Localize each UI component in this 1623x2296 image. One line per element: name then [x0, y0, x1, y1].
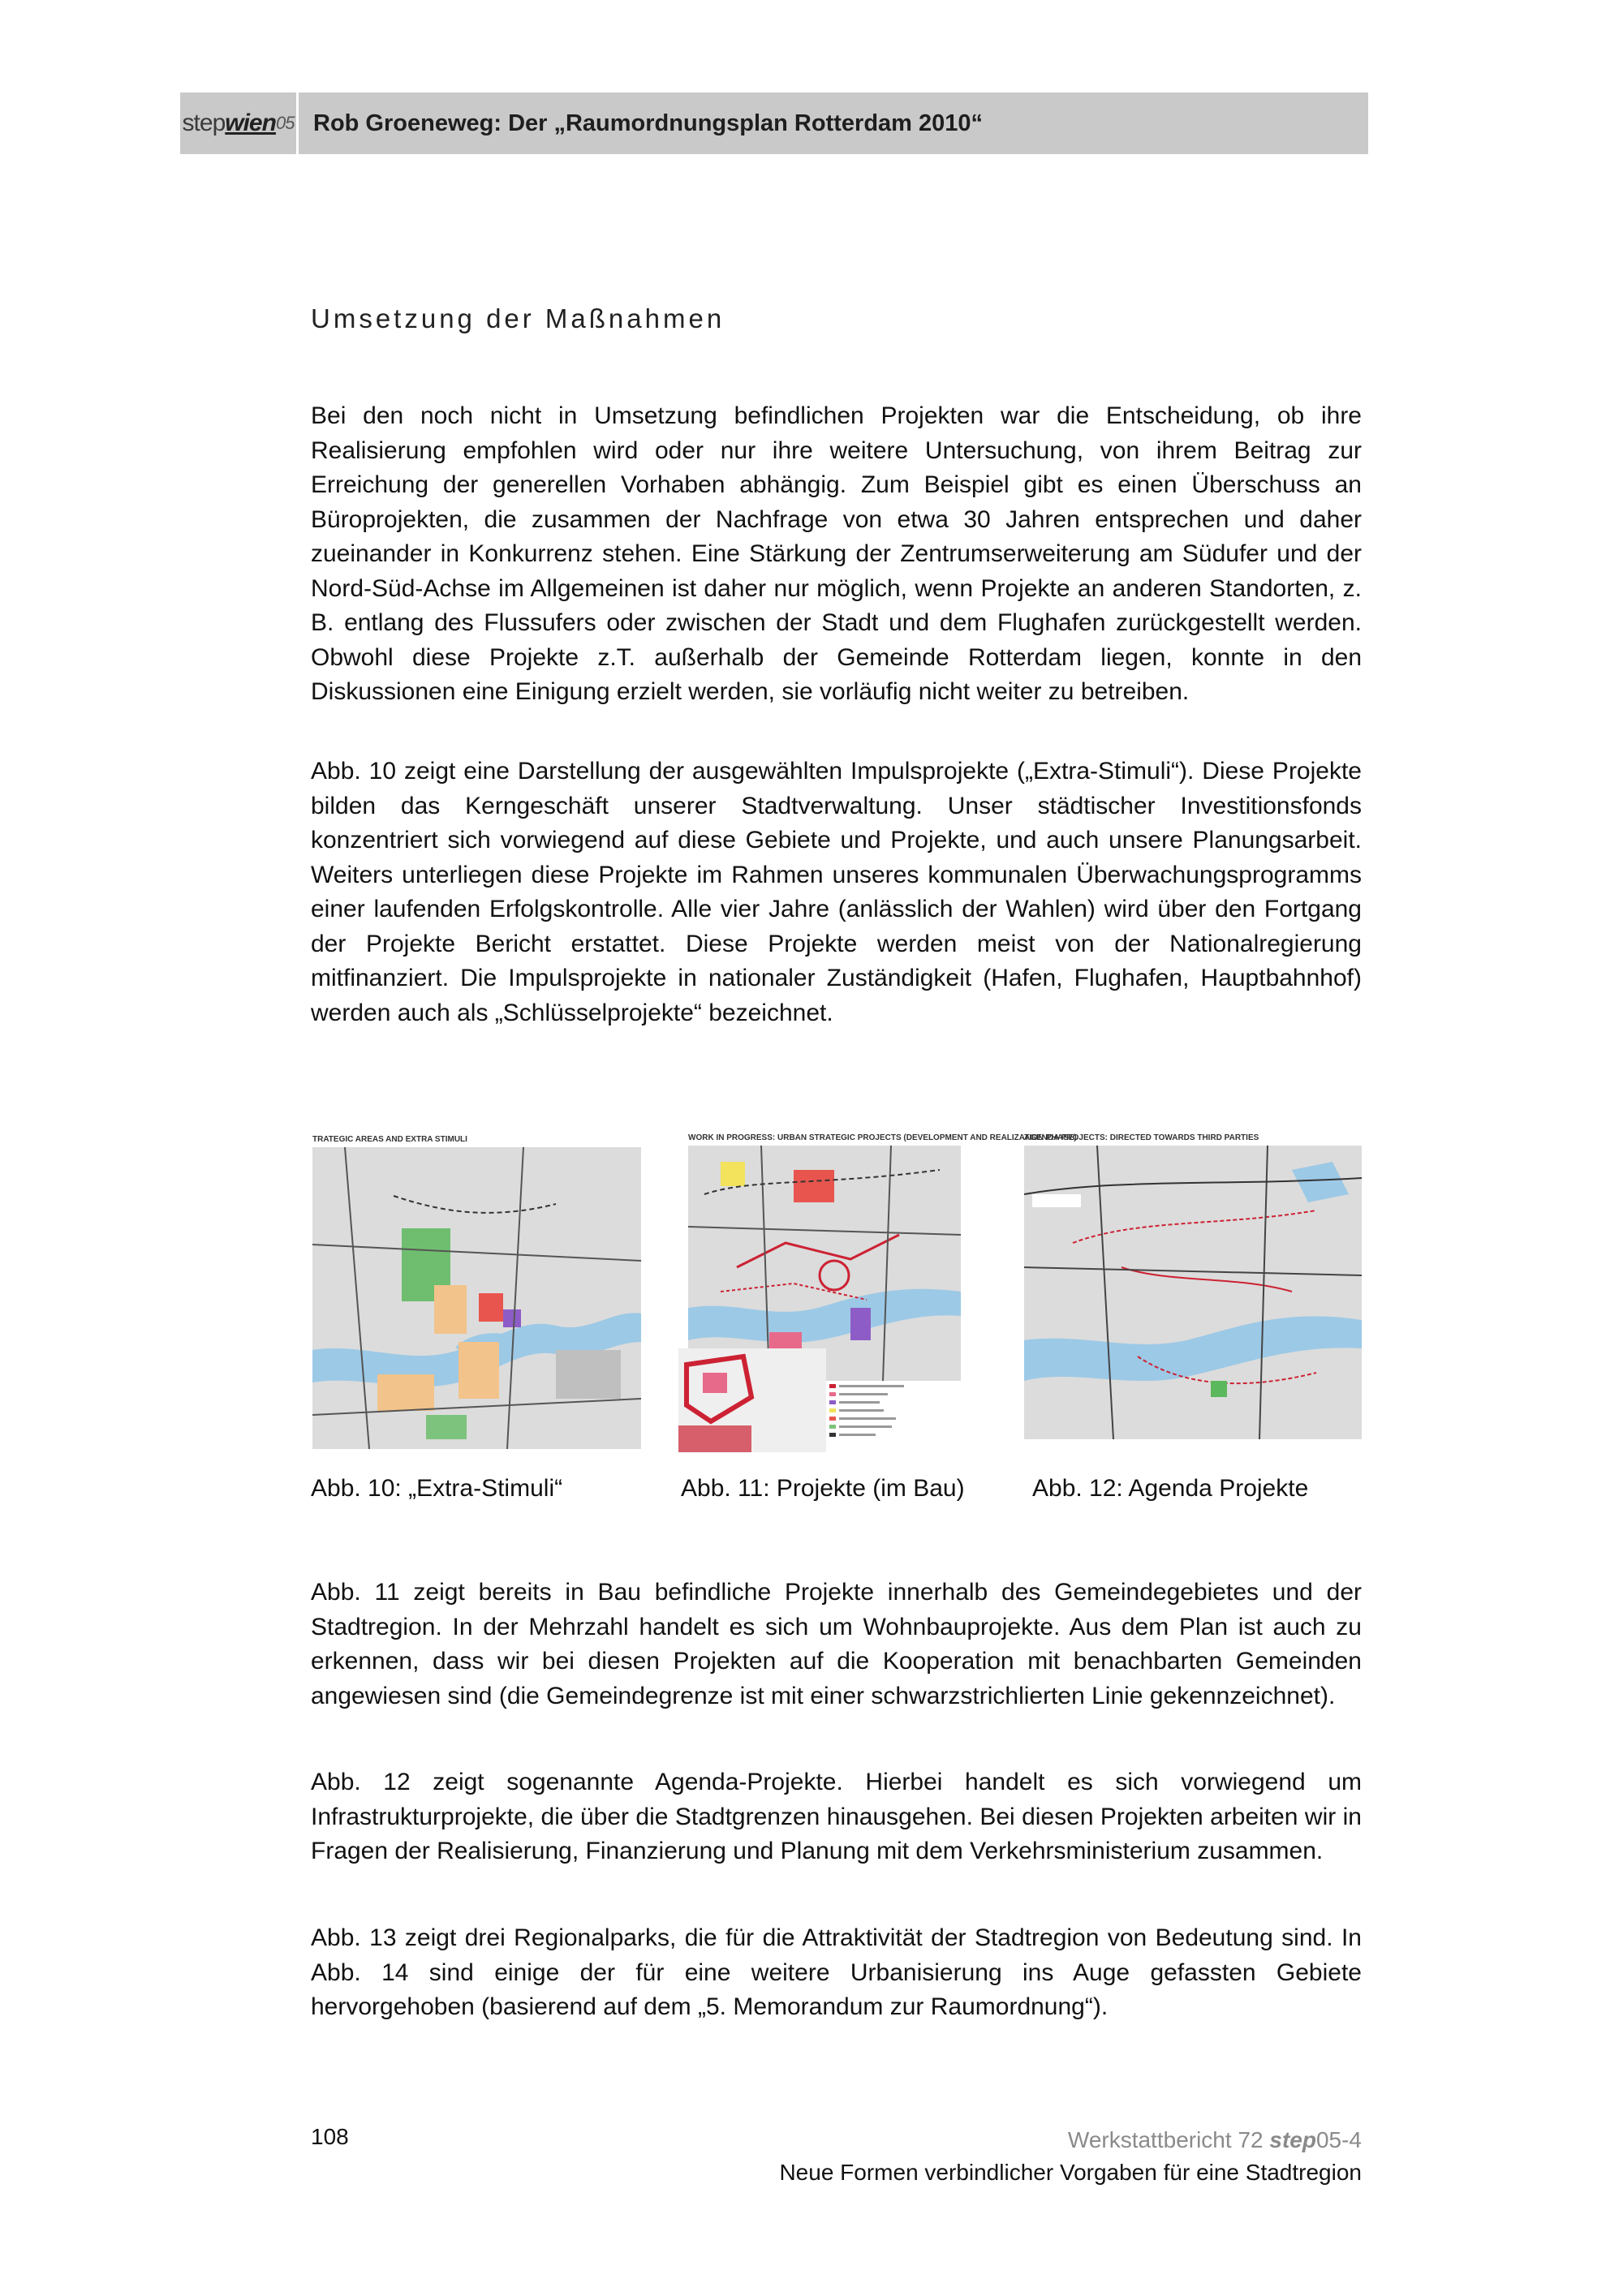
figure-12-title: AGENDA PROJECTS: DIRECTED TOWARDS THIRD PARTIES [1024, 1133, 1259, 1142]
figure-10-map [312, 1147, 641, 1449]
logo-wien-text: wien [225, 110, 276, 136]
logo-step-text: step [182, 110, 226, 136]
running-header [180, 92, 1368, 154]
figure-12-map [1024, 1146, 1362, 1439]
section-heading: Umsetzung der Maßnahmen [311, 303, 725, 333]
paragraph-5: Abb. 13 zeigt drei Regionalparks, die für die Attraktivität der Stadtregion von Bedeutung sind. In Abb. 14 sind einige der für eine weitere Urbanisierung ins Auge gefassten Gebiete hervorgehoben (basierend auf dem „5. Memorandum zur Raumordnung“). [311, 1924, 1362, 2020]
footer-series-bold: step [1269, 2127, 1316, 2152]
figure-11-title: WORK IN PROGRESS: URBAN STRATEGIC PROJECTS (DEVELOPMENT AND REALIZATION PHASE) [688, 1133, 1077, 1142]
figure-10-caption: Abb. 10: „Extra-Stimuli“ [311, 1475, 563, 1502]
footer-series: Werkstattbericht 72 [1067, 2127, 1270, 2152]
figure-11-map [688, 1146, 961, 1381]
figure-11-caption: Abb. 11: Projekte (im Bau) [681, 1475, 965, 1502]
paragraph-4: Abb. 12 zeigt sogenannte Agenda-Projekte. Hierbei handelt es sich vorwiegend um Infrastrukturprojekte, die über die Stadtgrenzen hinausgehen. Bei diesen Projekten arbeiten wir in Fragen der Realisierung, Finanzierung und Planung mit dem Verkehrsministerium zusammen. [311, 1769, 1362, 1864]
figure-11-legend [826, 1381, 961, 1452]
footer-series-line [779, 2124, 1362, 2156]
paragraph-3: Abb. 11 zeigt bereits in Bau befindliche Projekte innerhalb des Gemeindegebietes und der Stadtregion. In der Mehrzahl handelt es sich um Wohnbauprojekte. Aus dem Plan ist auch zu erkennen, dass wir bei diesen Projekten auf die Kooperation mit benachbarten Gemeinden angewiesen sind (die Gemeindegrenze ist mit einer schwarzstrichlierten Linie gekennzeichnet). [311, 1579, 1362, 1709]
footer-series-info [779, 2124, 1362, 2189]
paragraph-1: Bei den noch nicht in Umsetzung befindlichen Projekten war die Entscheidung, ob ihre Realisierung empfohlen wird oder nur ihre weitere Untersuchung, von ihrem Beitrag zur Erreichung der generellen Vorhaben abhängig. Zum Beispiel gibt es einen Überschuss an Büroprojekten, die zusammen der Nachfrage von etwa 30 Jahren entsprechen und daher zueinander in Konkurrenz stehen. Eine Stärkung der Zentrumserweiterung am Südufer und der Nord-Süd-Achse im Allgemeinen ist daher nur möglich, wenn Projekte an anderen Standorten, z. B. entlang des Flussufers oder zwischen der Stadt und dem Flughafen zurückgestellt werden. Obwohl diese Projekte z.T. außerhalb der Gemeinde Rotterdam liegen, konnte in den Diskussionen eine Einigung erzielt werden, sie vorläufig nicht weiter zu betreiben. [311, 402, 1362, 705]
step-wien-logo [180, 92, 299, 154]
footer-series-suffix: 05-4 [1315, 2127, 1362, 2152]
figure-10-title: TRATEGIC AREAS AND EXTRA STIMULI [312, 1135, 467, 1144]
header-title: Rob Groeneweg: Der „Raumordnungsplan Rotterdam 2010“ [313, 110, 984, 136]
paragraph-2: Abb. 10 zeigt eine Darstellung der ausgewählten Impulsprojekte („Extra-Stimuli“). Diese Projekte bilden das Kerngeschäft unserer Stadtverwaltung. Unser städtischer Investitionsfonds konzentriert sich vorwiegend auf diese Gebiete und Projekte, und auch unsere Planungsarbeit. Weiters unterliegen diese Projekte im Rahmen unseres kommunalen Überwachungsprogramms einer laufenden Erfolgskontrolle. Alle vier Jahre (anlässlich der Wahlen) wird über den Fortgang der Projekte Bericht erstattet. Diese Projekte werden meist von der Nationalregierung mitfinanziert. Die Impulsprojekte in nationaler Zuständigkeit (Hafen, Flughafen, Hauptbahnhof) werden auch als „Schlüsselprojekte“ bezeichnet. [311, 758, 1362, 1026]
figure-11-inset-map [678, 1348, 826, 1452]
figure-12-caption: Abb. 12: Agenda Projekte [1032, 1475, 1309, 1502]
logo-year-text: 05 [275, 113, 295, 133]
page-number: 108 [311, 2124, 349, 2149]
footer-subtitle: Neue Formen verbindlicher Vorgaben für eine Stadtregion [779, 2160, 1362, 2185]
